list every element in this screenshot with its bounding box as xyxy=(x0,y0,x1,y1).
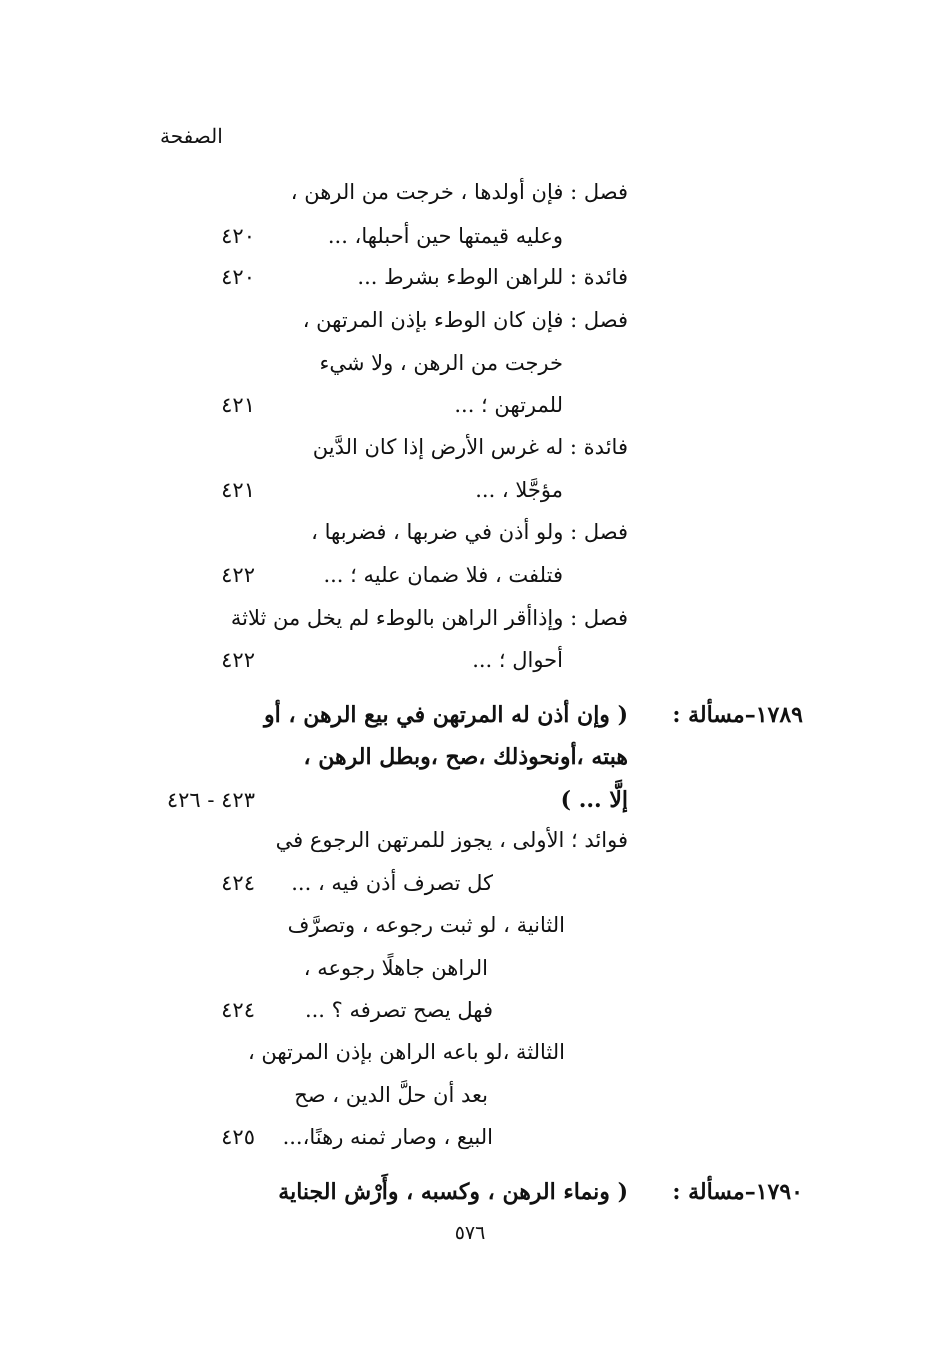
masala-text: هبته ،أونحوذلك ،صح ،وبطل الرهن ، xyxy=(303,744,628,770)
page-number-footer: ٥٧٦ xyxy=(454,1222,486,1244)
toc-line xyxy=(0,257,943,297)
toc-line-text: أحوال ؛ ... xyxy=(472,648,563,672)
toc-line-text: فهل يصح تصرفه ؟ ... xyxy=(304,998,493,1022)
toc-line xyxy=(0,598,943,638)
toc-page-number: ٤٢١ xyxy=(221,478,255,502)
toc-line xyxy=(0,427,943,467)
toc-line xyxy=(0,343,943,383)
masala-label: ١٧٩٠–مسألة : xyxy=(672,1179,803,1205)
toc-line xyxy=(0,172,943,212)
toc-line-text: خرجت من الرهن ، ولا شيء xyxy=(319,351,563,375)
toc-line-text: فائدة : له غرس الأرض إذا كان الدَّين xyxy=(312,435,628,459)
toc-line-text: الراهن جاهلًا رجوعه ، xyxy=(303,956,488,980)
toc-line xyxy=(0,555,943,595)
masala-1790-heading xyxy=(0,1172,943,1212)
toc-line xyxy=(0,820,943,860)
toc-page-number: ٤٢٤ xyxy=(221,871,255,895)
toc-line-text: بعد أن حلَّ الدين ، صح xyxy=(294,1083,488,1107)
toc-page-number: ٤٢٤ xyxy=(221,998,255,1022)
toc-page-number: ٤٢٢ xyxy=(221,563,255,587)
toc-page-range: ٤٢٣ - ٤٢٦ xyxy=(166,788,255,812)
toc-line xyxy=(0,385,943,425)
toc-line-text: البيع ، وصار ثمنه رهنًا،... xyxy=(282,1125,493,1149)
toc-line xyxy=(0,640,943,680)
toc-line-text: فصل : فإن كان الوطء بإذن المرتهن ، xyxy=(302,308,628,332)
page-column-header: الصفحة xyxy=(160,124,223,148)
toc-line xyxy=(0,990,943,1030)
toc-line xyxy=(0,948,943,988)
masala-1789-heading xyxy=(0,695,943,735)
masala-text: ( ونماء الرهن ، وكسبه ، وأَرْش الجناية xyxy=(278,1179,628,1205)
masala-line xyxy=(0,737,943,777)
toc-line-text: الثالثة ،لو باعه الراهن بإذن المرتهن ، xyxy=(247,1040,565,1064)
toc-line-text: فصل : فإن أولدها ، خرجت من الرهن ، xyxy=(290,180,628,204)
toc-page-number: ٤٢٥ xyxy=(221,1125,255,1149)
toc-page-number: ٤٢٠ xyxy=(221,265,255,289)
toc-line xyxy=(0,1075,943,1115)
toc-line-text: الثانية ، لو ثبت رجوعه ، وتصرَّف xyxy=(287,913,565,937)
toc-line xyxy=(0,470,943,510)
masala-text: إلَّا ... ) xyxy=(560,787,628,813)
toc-line xyxy=(0,512,943,552)
toc-line xyxy=(0,216,943,256)
toc-line xyxy=(0,1032,943,1072)
toc-line-text: مؤجَّلا ، ... xyxy=(475,478,563,502)
toc-page-number: ٤٢١ xyxy=(221,393,255,417)
masala-label: ١٧٨٩–مسألة : xyxy=(672,702,803,728)
toc-line-text: كل تصرف أذن فيه ، ... xyxy=(291,871,493,895)
toc-line-text: فصل : ولو أذن في ضربها ، فضربها ، xyxy=(311,520,628,544)
toc-line-text: فوائد ؛ الأولى ، يجوز للمرتهن الرجوع في xyxy=(275,828,628,852)
toc-page-number: ٤٢٠ xyxy=(221,224,255,248)
toc-line xyxy=(0,863,943,903)
toc-line xyxy=(0,300,943,340)
toc-page-number: ٤٢٢ xyxy=(221,648,255,672)
toc-line-text: فصل : وإذاأقر الراهن بالوطء لم يخل من ثلاثة xyxy=(230,606,628,630)
toc-line-text: وعليه قيمتها حين أحبلها، ... xyxy=(327,224,563,248)
masala-text: ( وإن أذن له المرتهن في بيع الرهن ، أو xyxy=(264,702,628,728)
toc-line xyxy=(0,905,943,945)
masala-line xyxy=(0,780,943,820)
toc-line-text: للمرتهن ؛ ... xyxy=(454,393,563,417)
toc-line xyxy=(0,1117,943,1157)
toc-line-text: فائدة : للراهن الوطء بشرط ... xyxy=(357,265,628,289)
toc-line-text: فتلفت ، فلا ضمان عليه ؛ ... xyxy=(323,563,563,587)
